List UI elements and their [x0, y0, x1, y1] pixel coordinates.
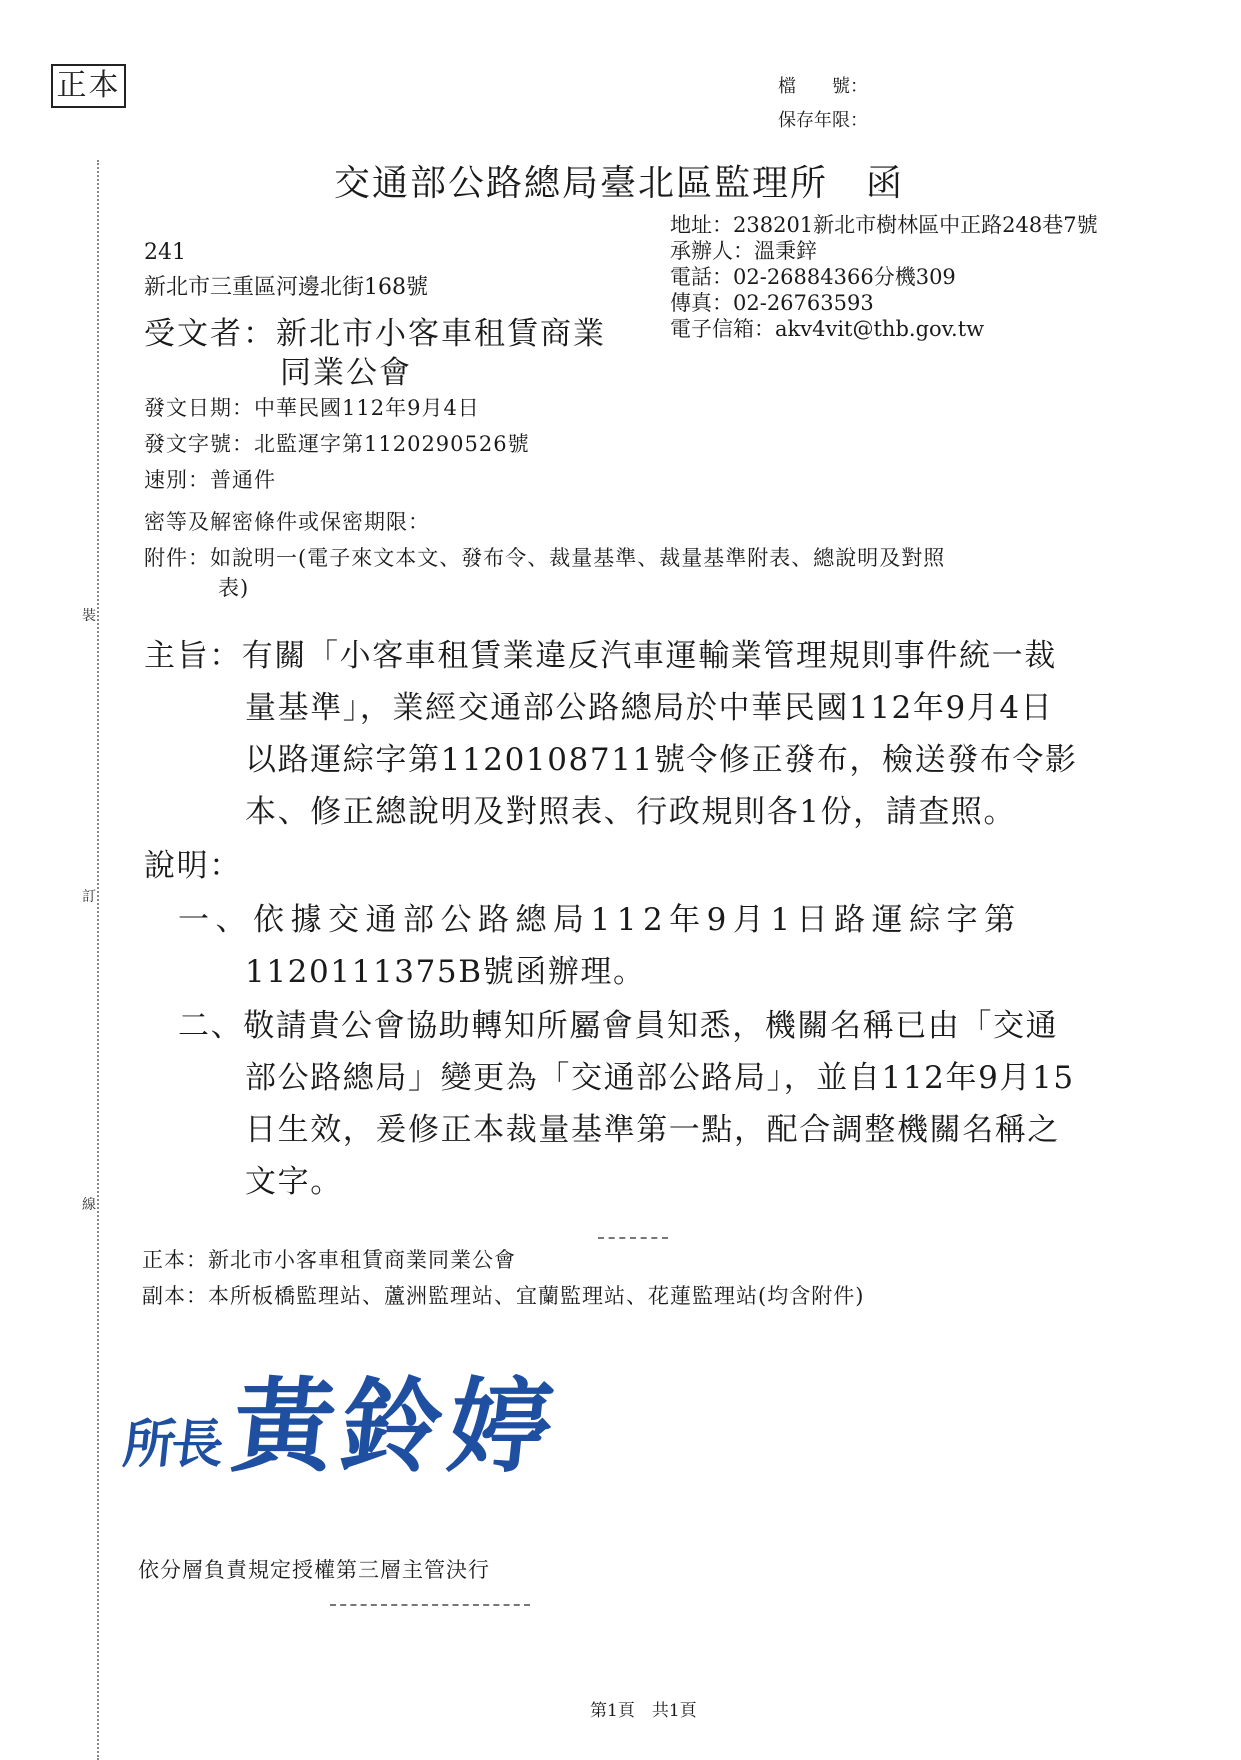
subject-line-2: 量基準」，業經交通部公路總局於中華民國112年9月4日	[245, 690, 1054, 726]
explanation-item-2-line-2: 部公路總局」變更為「交通部公路局」，並自112年9月15	[245, 1060, 1075, 1096]
sender-address: 地址：238201新北市樹林區中正路248巷7號	[670, 213, 1098, 237]
email-address: 電子信箱：akv4vit@thb.gov.tw	[670, 317, 985, 341]
retention-period-label: 保存年限：	[778, 110, 868, 131]
copy-recipients: 副本：本所板橋監理站、蘆洲監理站、宜蘭監理站、花蓮監理站(均含附件)	[142, 1284, 865, 1308]
recipient-line-1: 受文者：新北市小客車租賃商業	[144, 316, 606, 352]
attachment-line-2: 表)	[218, 576, 250, 600]
subject-line-1: 主旨：有關「小客車租賃業違反汽車運輸業管理規則事件統一裁	[144, 638, 1057, 674]
recipient-line-2: 同業公會	[280, 355, 412, 391]
document-title: 交通部公路總局臺北區監理所 函	[334, 163, 905, 204]
page-number: 第1頁 共1頁	[590, 1701, 697, 1721]
binding-line	[97, 160, 99, 1760]
explanation-item-1-line-2: 1120111375B號函辦理。	[245, 954, 646, 990]
recipient-zip: 241	[144, 240, 186, 265]
attachment-line-1: 附件：如說明一(電子來文本文、發布令、裁量基準、裁量基準附表、總說明及對照	[144, 546, 946, 570]
authorization-note: 依分層負責規定授權第三層主管決行	[138, 1558, 490, 1582]
scan-artifact-2	[330, 1604, 530, 1606]
explanation-item-2-line-1: 二、敬請貴公會協助轉知所屬會員知悉，機關名稱已由「交通	[178, 1008, 1059, 1044]
delivery-speed: 速別：普通件	[144, 468, 276, 492]
explanation-label: 說明：	[144, 848, 242, 884]
explanation-item-2-line-3: 日生效，爰修正本裁量基準第一點，配合調整機關名稱之	[245, 1112, 1060, 1148]
scan-artifact	[598, 1237, 668, 1239]
binding-mark-ding: 訂	[82, 886, 96, 906]
subject-line-3: 以路運綜字第1120108711號令修正發布，檢送發布令影	[245, 742, 1078, 778]
original-copy-stamp: 正本	[51, 64, 126, 108]
signature-name: 黃鈴婷	[226, 1367, 564, 1487]
subject-line-4: 本、修正總說明及對照表、行政規則各1份，請查照。	[245, 794, 1017, 830]
explanation-item-2-line-4: 文字。	[245, 1164, 343, 1200]
issue-date: 發文日期：中華民國112年9月4日	[144, 396, 480, 420]
binding-mark-zhuang: 裝	[82, 605, 96, 625]
file-number-label: 檔 號：	[778, 76, 868, 97]
binding-mark-xian: 線	[82, 1194, 96, 1214]
original-recipients: 正本：新北市小客車租賃商業同業公會	[142, 1248, 516, 1272]
document-number: 發文字號：北監運字第1120290526號	[144, 432, 530, 456]
director-signature-seal	[120, 1346, 564, 1492]
explanation-item-1-line-1: 一、依據交通部公路總局112年9月1日路運綜字第	[178, 902, 1022, 938]
confidentiality: 密等及解密條件或保密期限：	[144, 510, 430, 534]
recipient-street: 新北市三重區河邊北街168號	[144, 275, 428, 300]
handler-name: 承辦人：溫秉鋅	[670, 239, 817, 263]
phone-number: 電話：02-26884366分機309	[670, 265, 956, 289]
signature-role: 所長	[120, 1414, 223, 1475]
fax-number: 傳真：02-26763593	[670, 291, 874, 315]
